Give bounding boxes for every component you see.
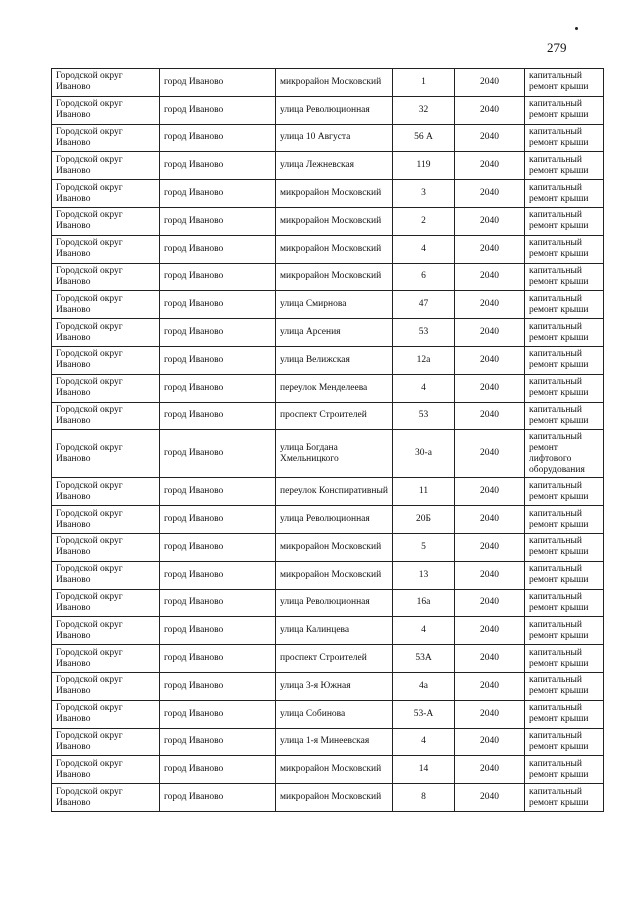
- locality-cell: город Иваново: [160, 263, 276, 291]
- locality-cell: город Иваново: [160, 402, 276, 430]
- work-type-cell: капитальный ремонт крыши: [525, 561, 604, 589]
- locality-cell: город Иваново: [160, 430, 276, 478]
- table-row: [52, 374, 604, 402]
- year-cell: 2040: [455, 69, 525, 97]
- street-cell: переулок Менделеева: [276, 374, 393, 402]
- locality-cell: город Иваново: [160, 235, 276, 263]
- work-type-cell: капитальный ремонт крыши: [525, 180, 604, 208]
- work-type-cell: капитальный ремонт крыши: [525, 69, 604, 97]
- house-number-cell: 4: [393, 728, 455, 756]
- work-type-cell: капитальный ремонт крыши: [525, 319, 604, 347]
- table-row: [52, 152, 604, 180]
- locality-cell: город Иваново: [160, 374, 276, 402]
- house-number-cell: 11: [393, 478, 455, 506]
- house-number-cell: 30-а: [393, 430, 455, 478]
- street-cell: микрорайон Московский: [276, 207, 393, 235]
- municipality-cell: Городской округ Иваново: [52, 645, 160, 673]
- municipality-cell: Городской округ Иваново: [52, 402, 160, 430]
- work-type-cell: капитальный ремонт крыши: [525, 402, 604, 430]
- street-cell: микрорайон Московский: [276, 235, 393, 263]
- table-row: [52, 645, 604, 673]
- locality-cell: город Иваново: [160, 319, 276, 347]
- house-number-cell: 53-А: [393, 700, 455, 728]
- municipality-cell: Городской округ Иваново: [52, 700, 160, 728]
- house-number-cell: 53: [393, 402, 455, 430]
- locality-cell: город Иваново: [160, 96, 276, 124]
- table-row: [52, 478, 604, 506]
- street-cell: микрорайон Московский: [276, 263, 393, 291]
- work-type-cell: капитальный ремонт крыши: [525, 207, 604, 235]
- municipality-cell: Городской округ Иваново: [52, 291, 160, 319]
- street-cell: микрорайон Московский: [276, 533, 393, 561]
- work-type-cell: капитальный ремонт крыши: [525, 784, 604, 812]
- street-cell: микрорайон Московский: [276, 561, 393, 589]
- street-cell: улица Смирнова: [276, 291, 393, 319]
- year-cell: 2040: [455, 561, 525, 589]
- municipality-cell: Городской округ Иваново: [52, 506, 160, 534]
- street-cell: переулок Конспиративный: [276, 478, 393, 506]
- work-type-cell: капитальный ремонт крыши: [525, 478, 604, 506]
- locality-cell: город Иваново: [160, 291, 276, 319]
- house-number-cell: 32: [393, 96, 455, 124]
- table-row: [52, 672, 604, 700]
- house-number-cell: 4а: [393, 672, 455, 700]
- table-row: [52, 319, 604, 347]
- locality-cell: город Иваново: [160, 124, 276, 152]
- municipality-cell: Городской округ Иваново: [52, 617, 160, 645]
- work-type-cell: капитальный ремонт крыши: [525, 645, 604, 673]
- year-cell: 2040: [455, 430, 525, 478]
- street-cell: микрорайон Московский: [276, 180, 393, 208]
- year-cell: 2040: [455, 645, 525, 673]
- year-cell: 2040: [455, 672, 525, 700]
- work-type-cell: капитальный ремонт крыши: [525, 589, 604, 617]
- table-row: [52, 96, 604, 124]
- locality-cell: город Иваново: [160, 69, 276, 97]
- street-cell: улица 10 Августа: [276, 124, 393, 152]
- scan-mark: [575, 27, 578, 30]
- work-type-cell: капитальный ремонт лифтового оборудования: [525, 430, 604, 478]
- work-type-cell: капитальный ремонт крыши: [525, 263, 604, 291]
- year-cell: 2040: [455, 152, 525, 180]
- municipality-cell: Городской округ Иваново: [52, 180, 160, 208]
- locality-cell: город Иваново: [160, 589, 276, 617]
- street-cell: улица Богдана Хмельницкого: [276, 430, 393, 478]
- page-number: 279: [547, 40, 567, 55]
- table-row: [52, 430, 604, 478]
- house-number-cell: 4: [393, 374, 455, 402]
- year-cell: 2040: [455, 124, 525, 152]
- work-type-cell: капитальный ремонт крыши: [525, 346, 604, 374]
- street-cell: улица Собинова: [276, 700, 393, 728]
- locality-cell: город Иваново: [160, 672, 276, 700]
- house-number-cell: 1: [393, 69, 455, 97]
- house-number-cell: 6: [393, 263, 455, 291]
- year-cell: 2040: [455, 700, 525, 728]
- house-number-cell: 2: [393, 207, 455, 235]
- municipality-cell: Городской округ Иваново: [52, 69, 160, 97]
- work-type-cell: капитальный ремонт крыши: [525, 728, 604, 756]
- year-cell: 2040: [455, 346, 525, 374]
- table-row: [52, 207, 604, 235]
- table-row: [52, 728, 604, 756]
- municipality-cell: Городской округ Иваново: [52, 235, 160, 263]
- municipality-cell: Городской округ Иваново: [52, 124, 160, 152]
- municipality-cell: Городской округ Иваново: [52, 430, 160, 478]
- year-cell: 2040: [455, 263, 525, 291]
- municipality-cell: Городской округ Иваново: [52, 374, 160, 402]
- municipality-cell: Городской округ Иваново: [52, 728, 160, 756]
- house-number-cell: 14: [393, 756, 455, 784]
- work-type-cell: капитальный ремонт крыши: [525, 756, 604, 784]
- street-cell: улица Лежневская: [276, 152, 393, 180]
- work-type-cell: капитальный ремонт крыши: [525, 374, 604, 402]
- municipality-cell: Городской округ Иваново: [52, 263, 160, 291]
- municipality-cell: Городской округ Иваново: [52, 756, 160, 784]
- year-cell: 2040: [455, 617, 525, 645]
- year-cell: 2040: [455, 533, 525, 561]
- year-cell: 2040: [455, 784, 525, 812]
- municipality-cell: Городской округ Иваново: [52, 561, 160, 589]
- year-cell: 2040: [455, 235, 525, 263]
- work-type-cell: капитальный ремонт крыши: [525, 96, 604, 124]
- year-cell: 2040: [455, 374, 525, 402]
- locality-cell: город Иваново: [160, 346, 276, 374]
- table-row: [52, 235, 604, 263]
- municipality-cell: Городской округ Иваново: [52, 346, 160, 374]
- work-type-cell: капитальный ремонт крыши: [525, 506, 604, 534]
- table-row: [52, 561, 604, 589]
- locality-cell: город Иваново: [160, 561, 276, 589]
- locality-cell: город Иваново: [160, 700, 276, 728]
- house-number-cell: 119: [393, 152, 455, 180]
- year-cell: 2040: [455, 319, 525, 347]
- table-row: [52, 784, 604, 812]
- street-cell: проспект Строителей: [276, 645, 393, 673]
- work-type-cell: капитальный ремонт крыши: [525, 291, 604, 319]
- street-cell: улица 1-я Минеевская: [276, 728, 393, 756]
- house-number-cell: 13: [393, 561, 455, 589]
- year-cell: 2040: [455, 506, 525, 534]
- street-cell: улица Революционная: [276, 589, 393, 617]
- house-number-cell: 4: [393, 235, 455, 263]
- work-type-cell: капитальный ремонт крыши: [525, 700, 604, 728]
- locality-cell: город Иваново: [160, 152, 276, 180]
- house-number-cell: 8: [393, 784, 455, 812]
- year-cell: 2040: [455, 589, 525, 617]
- municipality-cell: Городской округ Иваново: [52, 672, 160, 700]
- locality-cell: город Иваново: [160, 756, 276, 784]
- locality-cell: город Иваново: [160, 478, 276, 506]
- table-row: [52, 291, 604, 319]
- house-number-cell: 4: [393, 617, 455, 645]
- house-number-cell: 20Б: [393, 506, 455, 534]
- street-cell: проспект Строителей: [276, 402, 393, 430]
- municipality-cell: Городской округ Иваново: [52, 319, 160, 347]
- register-rows: [52, 69, 604, 812]
- street-cell: улица Калинцева: [276, 617, 393, 645]
- table-row: [52, 589, 604, 617]
- locality-cell: город Иваново: [160, 207, 276, 235]
- table-row: [52, 756, 604, 784]
- year-cell: 2040: [455, 180, 525, 208]
- street-cell: микрорайон Московский: [276, 756, 393, 784]
- municipality-cell: Городской округ Иваново: [52, 784, 160, 812]
- house-number-cell: 47: [393, 291, 455, 319]
- street-cell: микрорайон Московский: [276, 784, 393, 812]
- house-number-cell: 5: [393, 533, 455, 561]
- table-row: [52, 346, 604, 374]
- street-cell: улица Велижская: [276, 346, 393, 374]
- year-cell: 2040: [455, 291, 525, 319]
- work-type-cell: капитальный ремонт крыши: [525, 124, 604, 152]
- locality-cell: город Иваново: [160, 506, 276, 534]
- year-cell: 2040: [455, 478, 525, 506]
- municipality-cell: Городской округ Иваново: [52, 478, 160, 506]
- table-row: [52, 263, 604, 291]
- year-cell: 2040: [455, 402, 525, 430]
- locality-cell: город Иваново: [160, 180, 276, 208]
- year-cell: 2040: [455, 207, 525, 235]
- municipality-cell: Городской округ Иваново: [52, 207, 160, 235]
- house-number-cell: 12а: [393, 346, 455, 374]
- table-row: [52, 69, 604, 97]
- table-row: [52, 180, 604, 208]
- street-cell: улица Революционная: [276, 506, 393, 534]
- municipality-cell: Городской округ Иваново: [52, 152, 160, 180]
- street-cell: улица 3-я Южная: [276, 672, 393, 700]
- locality-cell: город Иваново: [160, 784, 276, 812]
- register-table: [51, 68, 604, 812]
- work-type-cell: капитальный ремонт крыши: [525, 235, 604, 263]
- table-row: [52, 533, 604, 561]
- street-cell: микрорайон Московский: [276, 69, 393, 97]
- work-type-cell: капитальный ремонт крыши: [525, 533, 604, 561]
- municipality-cell: Городской округ Иваново: [52, 533, 160, 561]
- street-cell: улица Революционная: [276, 96, 393, 124]
- table-row: [52, 402, 604, 430]
- table-row: [52, 617, 604, 645]
- work-type-cell: капитальный ремонт крыши: [525, 617, 604, 645]
- house-number-cell: 53: [393, 319, 455, 347]
- house-number-cell: 3: [393, 180, 455, 208]
- year-cell: 2040: [455, 728, 525, 756]
- house-number-cell: 56 А: [393, 124, 455, 152]
- municipality-cell: Городской округ Иваново: [52, 589, 160, 617]
- locality-cell: город Иваново: [160, 617, 276, 645]
- work-type-cell: капитальный ремонт крыши: [525, 152, 604, 180]
- street-cell: улица Арсения: [276, 319, 393, 347]
- year-cell: 2040: [455, 96, 525, 124]
- house-number-cell: 53А: [393, 645, 455, 673]
- table-row: [52, 506, 604, 534]
- locality-cell: город Иваново: [160, 728, 276, 756]
- table-row: [52, 124, 604, 152]
- year-cell: 2040: [455, 756, 525, 784]
- locality-cell: город Иваново: [160, 645, 276, 673]
- house-number-cell: 16а: [393, 589, 455, 617]
- work-type-cell: капитальный ремонт крыши: [525, 672, 604, 700]
- table-row: [52, 700, 604, 728]
- locality-cell: город Иваново: [160, 533, 276, 561]
- municipality-cell: Городской округ Иваново: [52, 96, 160, 124]
